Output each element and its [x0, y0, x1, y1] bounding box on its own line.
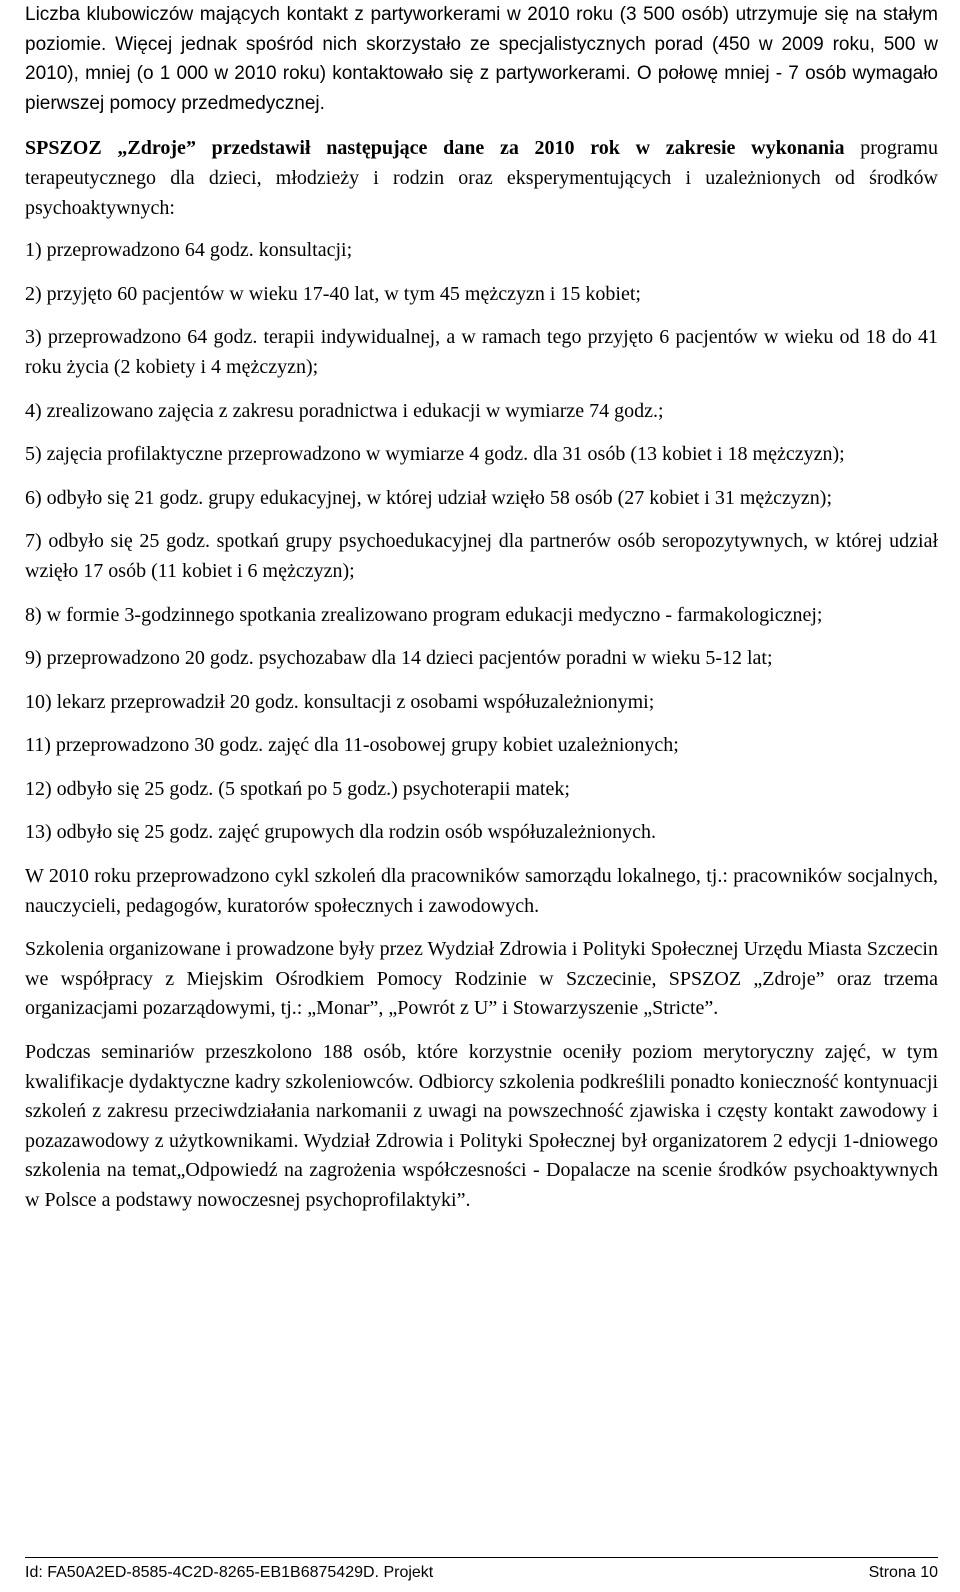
- list-item: 13) odbyło się 25 godz. zajęć grupowych dla rodzin osób współuzależnionych.: [25, 821, 656, 844]
- list-item: 5) zajęcia profilaktyczne przeprowadzono w wymiarze 4 godz. dla 31 osób (13 kobiet i 18 mężczyzn);: [25, 443, 845, 466]
- spszoz-intro-paragraph: [25, 134, 938, 223]
- list-item: 3) przeprowadzono 64 godz. terapii indywidualnej, a w ramach tego przyjęto 6 pacjentów w wieku od 18 do 41 roku życia (2 kobiety i 4 mężczyzn);: [25, 326, 938, 378]
- training-paragraph: Szkolenia organizowane i prowadzone były przez Wydział Zdrowia i Polityki Społecznej Urzędu Miasta Szczecin we współpracy z Miejskim Ośrodkiem Pomocy Rodzinie w Szczecinie, SPSZOZ „Zdroje” oraz trzema organizacjami pozarządowymi, tj.: „Monar”, „Powrót z U” i Stowarzyszenie „Stricte”.: [25, 938, 938, 1020]
- list-item: 12) odbyło się 25 godz. (5 spotkań po 5 godz.) psychoterapii matek;: [25, 777, 570, 800]
- list-item: 7) odbyło się 25 godz. spotkań grupy psychoedukacyjnej dla partnerów osób seropozytywnych, w której udział wzięło 17 osób (11 kobiet i 6 mężczyzn);: [25, 530, 938, 582]
- list-item: 6) odbyło się 21 godz. grupy edukacyjnej, w której udział wzięło 58 osób (27 kobiet i 31 mężczyzn);: [25, 486, 833, 509]
- page-footer: [25, 1557, 938, 1582]
- list-item: 9) przeprowadzono 20 godz. psychozabaw dla 14 dzieci pacjentów poradni w wieku 5-12 lat;: [25, 647, 773, 670]
- document-id: Id: FA50A2ED-8585-4C2D-8265-EB1B6875429D. Projekt: [25, 1564, 434, 1581]
- list-item: 10) lekarz przeprowadził 20 godz. konsultacji z osobami współuzależnionymi;: [25, 690, 655, 713]
- spszoz-lead-bold: SPSZOZ „Zdroje” przedstawił następujące dane za 2010 rok w zakresie wykonania: [25, 137, 845, 160]
- list-item: 8) w formie 3-godzinnego spotkania zrealizowano program edukacji medyczno - farmakologicznej;: [25, 603, 823, 626]
- training-paragraph: W 2010 roku przeprowadzono cykl szkoleń dla pracowników samorządu lokalnego, tj.: pracowników socjalnych, nauczycieli, pedagogów, kuratorów społecznych i zawodowych.: [25, 865, 938, 917]
- list-item: 4) zrealizowano zajęcia z zakresu poradnictwa i edukacji w wymiarze 74 godz.;: [25, 399, 664, 422]
- spszoz-lead-rest: programu terapeutycznego dla dzieci, młodzieży i rodzin oraz eksperymentujących i uzależnionych od środków psychoaktywnych:: [25, 137, 938, 219]
- training-paragraph: Podczas seminariów przeszkolono 188 osób, które korzystnie oceniły poziom merytoryczny zajęć, w tym kwalifikacje dydaktyczne kadry szkoleniowców. Odbiorcy szkolenia podkreślili ponadto konieczność kontynuacji szkoleń z zakresu przeciwdziałania narkomanii z uwagi na powszechność zjawiska i częsty kontakt zawodowy i pozazawodowy z użytkownikami. Wydział Zdrowia i Polityki Społecznej był organizatorem 2 edycji 1-dniowego szkolenia na temat„Odpowiedź na zagrożenia współczesności - Dopalacze na scenie środków psychoaktywnych w Polsce a podstawy nowoczesnej psychoprofilaktyki”.: [25, 1041, 938, 1211]
- page-number: Strona 10: [868, 1564, 938, 1581]
- document-body: [25, 0, 938, 1216]
- list-item: 1) przeprowadzono 64 godz. konsultacji;: [25, 239, 353, 262]
- list-item: 2) przyjęto 60 pacjentów w wieku 17-40 lat, w tym 45 mężczyzn i 15 kobiet;: [25, 282, 641, 305]
- list-item: 11) przeprowadzono 30 godz. zajęć dla 11-osobowej grupy kobiet uzależnionych;: [25, 734, 679, 757]
- intro-paragraph: Liczba klubowiczów mających kontakt z partyworkerami w 2010 roku (3 500 osób) utrzymuje się na stałym poziomie. Więcej jednak spośród nich skorzystało ze specjalistycznych porad (450 w 2009 roku, 500 w 2010), mniej (o 1 000 w 2010 roku) kontaktowało się z partyworkerami. O połowę mniej - 7 osób wymagało pierwszej pomocy przedmedycznej.: [25, 4, 938, 114]
